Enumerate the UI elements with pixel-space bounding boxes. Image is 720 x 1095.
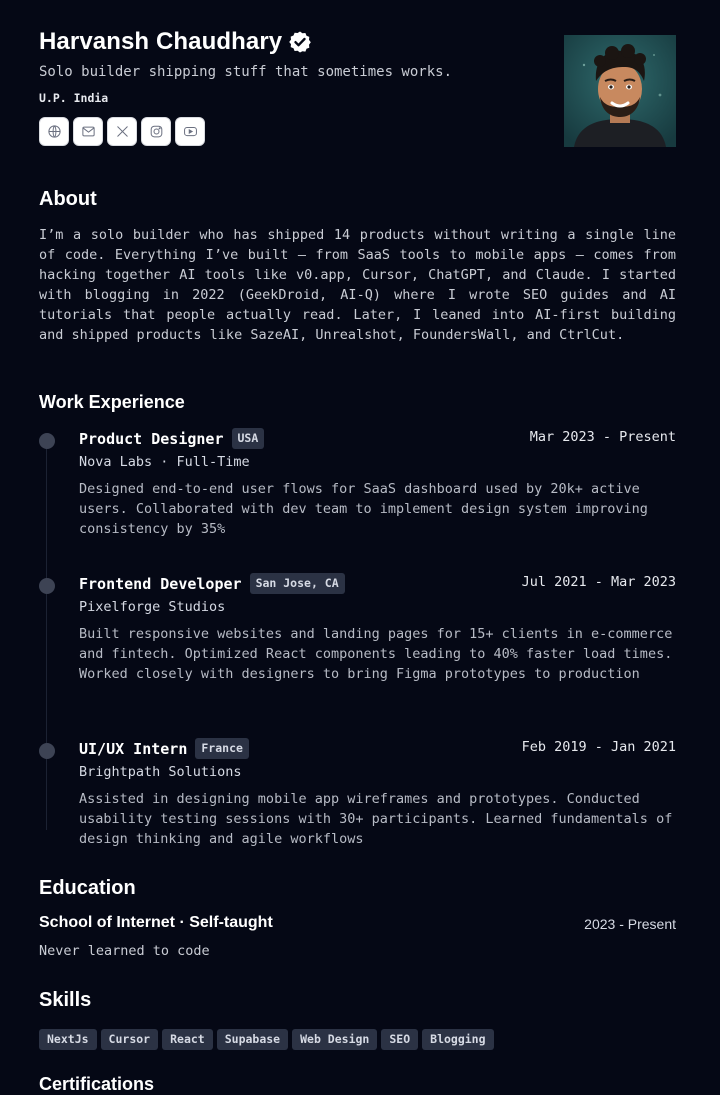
- profile-location: U.P. India: [39, 91, 109, 105]
- skills-list: [39, 1029, 494, 1050]
- skill-badge: Supabase: [217, 1029, 288, 1050]
- youtube-icon: [183, 124, 198, 139]
- job-dates: Mar 2023 - Present: [529, 429, 676, 445]
- job-company: Pixelforge Studios: [79, 599, 226, 615]
- youtube-link[interactable]: [175, 117, 205, 146]
- education-dates: 2023 - Present: [584, 916, 676, 932]
- job-description: Built responsive websites and landing pages for 15+ clients in e-commerce and fintech. Optimized React components leading to 40% faster load times. Worked closely with designers to bring Figma prototypes to production: [79, 626, 673, 682]
- skill-badge: NextJs: [39, 1029, 97, 1050]
- education-school: School of Internet · Self-taught: [39, 914, 273, 931]
- mail-icon: [81, 124, 96, 139]
- email-link[interactable]: [73, 117, 103, 146]
- avatar: [564, 35, 676, 147]
- profile-tagline: Solo builder shipping stuff that sometimes works.: [39, 64, 453, 80]
- skill-badge: Cursor: [101, 1029, 159, 1050]
- website-link[interactable]: [39, 117, 69, 146]
- job-title: UI/UX Intern: [79, 739, 188, 758]
- job-dates: Jul 2021 - Mar 2023: [521, 574, 676, 590]
- instagram-icon: [149, 124, 164, 139]
- job-location-badge: France: [195, 738, 249, 759]
- skill-badge: React: [162, 1029, 213, 1050]
- instagram-link[interactable]: [141, 117, 171, 146]
- profile-name: Harvansh Chaudhary: [39, 28, 283, 55]
- work-heading: Work Experience: [39, 392, 185, 412]
- avatar-illustration: [564, 35, 676, 147]
- timeline-dot: [39, 433, 55, 449]
- job-header: [79, 573, 345, 594]
- x-icon: [115, 124, 130, 139]
- timeline-dot: [39, 578, 55, 594]
- name-row: [39, 28, 312, 56]
- x-link[interactable]: [107, 117, 137, 146]
- timeline-dot: [39, 743, 55, 759]
- job-description: Designed end-to-end user flows for SaaS dashboard used by 20k+ active users. Collaborated with dev team to implement design system improving consistency by 35%: [79, 481, 648, 537]
- globe-icon: [47, 124, 62, 139]
- job-dates: Feb 2019 - Jan 2021: [521, 739, 676, 755]
- verified-badge-icon: [288, 30, 312, 54]
- job-header: [79, 428, 264, 449]
- timeline-line: [46, 440, 47, 830]
- job-location-badge: USA: [232, 428, 265, 449]
- skills-heading: Skills: [39, 989, 92, 1011]
- job-description: Assisted in designing mobile app wireframes and prototypes. Conducted usability testing sessions with 30+ participants. Learned fundamentals of design thinking and agile workflows: [79, 791, 673, 847]
- job-company: Nova Labs · Full-Time: [79, 454, 250, 470]
- job-title: Product Designer: [79, 429, 224, 448]
- about-heading: About: [39, 188, 97, 210]
- job-location-badge: San Jose, CA: [250, 573, 345, 594]
- education-heading: Education: [39, 877, 136, 899]
- skill-badge: Web Design: [292, 1029, 377, 1050]
- education-description: Never learned to code: [39, 943, 210, 959]
- social-links: [39, 117, 205, 146]
- about-text: I’m a solo builder who has shipped 14 products without writing a single line of code. Everything I’ve built — from SaaS tools to mobile apps — comes from hacking together AI tools like v0.app, Cursor, ChatGPT, and Claude. I started with blogging in 2022 (GeekDroid, AI-Q) where I wrote SEO guides and AI tutorials that people actually read. Later, I leaned into AI-first building and shipped products like SazeAI, Unrealshot, FoundersWall, and CtrlCut.: [39, 227, 676, 343]
- job-title: Frontend Developer: [79, 574, 242, 593]
- skill-badge: SEO: [381, 1029, 418, 1050]
- skill-badge: Blogging: [422, 1029, 493, 1050]
- job-company: Brightpath Solutions: [79, 764, 242, 780]
- certifications-heading: Certifications: [39, 1074, 155, 1094]
- job-header: [79, 738, 249, 759]
